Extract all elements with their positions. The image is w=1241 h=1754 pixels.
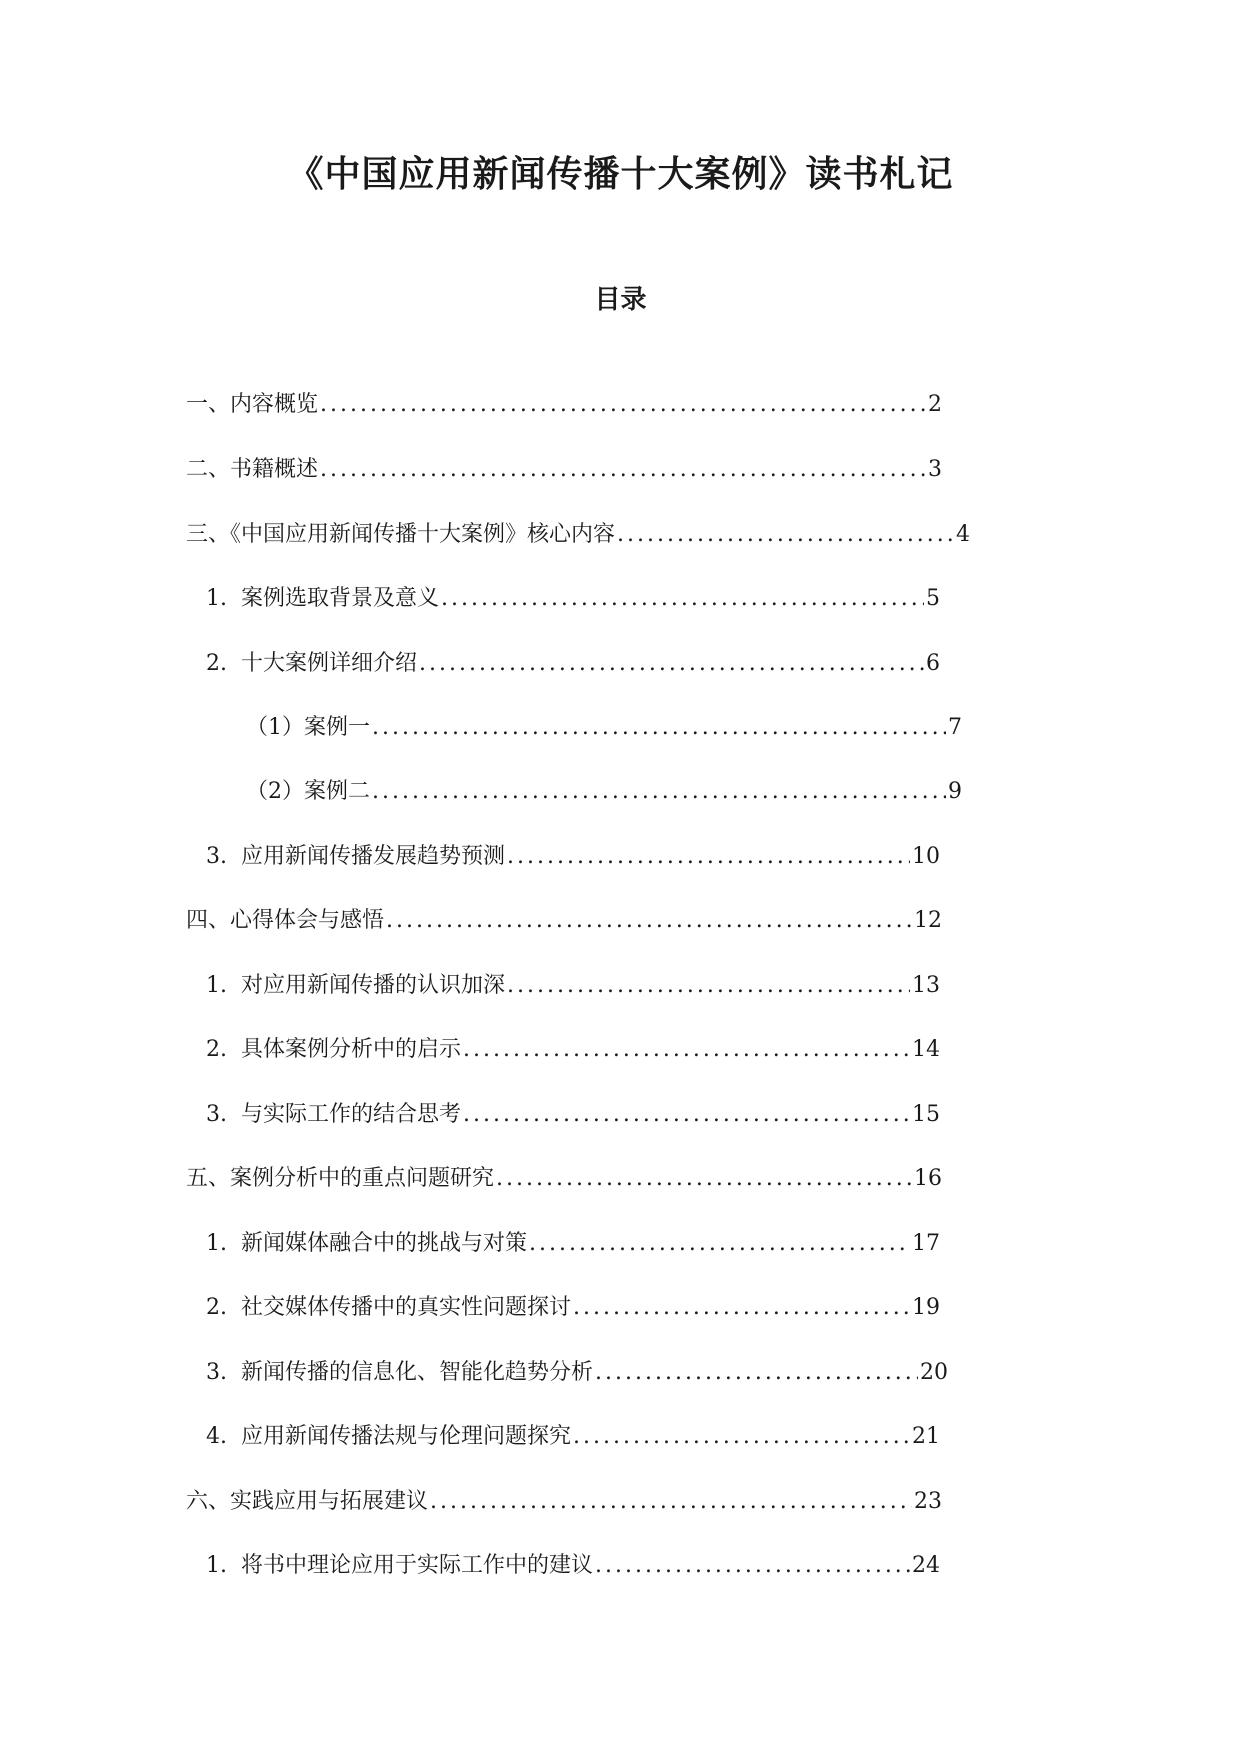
toc-entry-number: 3. [206,1102,227,1127]
document-title: 《中国应用新闻传播十大案例》读书札记 [287,153,954,195]
toc-entry-number: 3. [206,1360,227,1385]
toc-leader-dots [529,1227,910,1261]
toc-entry-page: 6 [926,651,940,676]
toc-entry-text: 具体案例分析中的启示 [241,1037,462,1062]
toc-entry[interactable] [206,840,940,874]
toc-entry[interactable] [186,1162,942,1196]
toc-entry-page: 15 [912,1102,940,1127]
toc-entry-page: 17 [912,1231,940,1256]
toc-entry-number: 1. [206,1553,227,1578]
toc-entry-page: 16 [914,1166,942,1191]
toc-leader-dots [419,647,924,681]
toc-entry-text: 案例选取背景及意义 [241,586,440,611]
toc-entry[interactable] [246,775,962,809]
toc-entry-text: 新闻传播的信息化、智能化趋势分析 [241,1360,594,1385]
toc-entry-page: 23 [914,1489,942,1514]
toc-leader-dots [320,388,926,422]
toc-entry[interactable] [206,1291,940,1325]
toc-entry-number: 1. [206,1231,227,1256]
toc-entry[interactable] [206,1420,940,1454]
toc-entry-text: 将书中理论应用于实际工作中的建议 [241,1553,594,1578]
toc-entry[interactable] [186,904,942,938]
toc-entry-page: 4 [956,522,970,547]
toc-entry-page: 10 [912,844,940,869]
toc-leader-dots [573,1291,910,1325]
toc-entry-number: 2. [206,1295,227,1320]
toc-leader-dots [372,711,946,745]
toc-entry[interactable] [206,647,940,681]
toc-entry-page: 13 [912,973,940,998]
toc-entry-page: 24 [912,1553,940,1578]
toc-entry-text: 一、内容概览 [186,392,319,417]
toc-leader-dots [507,969,910,1003]
toc-entry-page: 14 [912,1037,940,1062]
toc-entry-page: 9 [948,779,962,804]
toc-leader-dots [430,1485,912,1519]
toc-entry[interactable] [206,582,940,616]
toc-entry-number: 3. [206,844,227,869]
toc-entry-page: 21 [912,1424,940,1449]
toc-entry-text: 与实际工作的结合思考 [241,1102,462,1127]
toc-entry-text: 六、实践应用与拓展建议 [186,1489,429,1514]
toc-leader-dots [441,582,924,616]
toc-leader-dots [595,1549,910,1583]
toc-leader-dots [617,518,954,552]
toc-entry-number: 1. [206,586,227,611]
toc-entry-page: 20 [920,1360,948,1385]
toc-entry-text: 社交媒体传播中的真实性问题探讨 [241,1295,572,1320]
toc-entry-text: 四、心得体会与感悟 [186,908,385,933]
toc-leader-dots [463,1033,910,1067]
toc-entry-text: 对应用新闻传播的认识加深 [241,973,506,998]
toc-entry-page: 5 [926,586,940,611]
toc-entry-text: 应用新闻传播法规与伦理问题探究 [241,1424,572,1449]
toc-entry-number: 2. [206,1037,227,1062]
toc-leader-dots [507,840,910,874]
toc-entry-text: （1）案例一 [246,715,370,740]
toc-leader-dots [595,1356,918,1390]
toc-entry[interactable] [206,1549,940,1583]
toc-entry-text: 新闻媒体融合中的挑战与对策 [241,1231,528,1256]
toc-entry[interactable] [186,453,942,487]
toc-entry[interactable] [186,388,942,422]
toc-leader-dots [320,453,926,487]
toc-entry[interactable] [186,1485,942,1519]
toc-leader-dots [573,1420,910,1454]
toc-entry-text: 应用新闻传播发展趋势预测 [241,844,506,869]
toc-entry[interactable] [206,1227,940,1261]
toc-entry-page: 7 [948,715,962,740]
toc-entry-page: 2 [928,392,942,417]
toc-entry-number: 1. [206,973,227,998]
toc-entry-text: 三、《中国应用新闻传播十大案例》核心内容 [186,522,616,547]
toc-entry-text: 十大案例详细介绍 [241,651,418,676]
toc-heading: 目录 [594,285,647,315]
toc-leader-dots [372,775,946,809]
toc-entry-number: 2. [206,651,227,676]
toc-entry-page: 19 [912,1295,940,1320]
toc-entry[interactable] [186,518,970,552]
toc-entry[interactable] [206,969,940,1003]
toc-entry-text: （2）案例二 [246,779,370,804]
toc-entry-page: 3 [928,457,942,482]
toc-entry-text: 二、书籍概述 [186,457,319,482]
toc-entry-page: 12 [914,908,942,933]
toc-leader-dots [386,904,912,938]
toc-entry-text: 五、案例分析中的重点问题研究 [186,1166,495,1191]
toc-entry-number: 4. [206,1424,227,1449]
toc-entry[interactable] [206,1033,940,1067]
toc-leader-dots [496,1162,912,1196]
toc-entry[interactable] [206,1098,940,1132]
toc-entry[interactable] [246,711,962,745]
toc-entry[interactable] [206,1356,948,1390]
toc-leader-dots [463,1098,910,1132]
